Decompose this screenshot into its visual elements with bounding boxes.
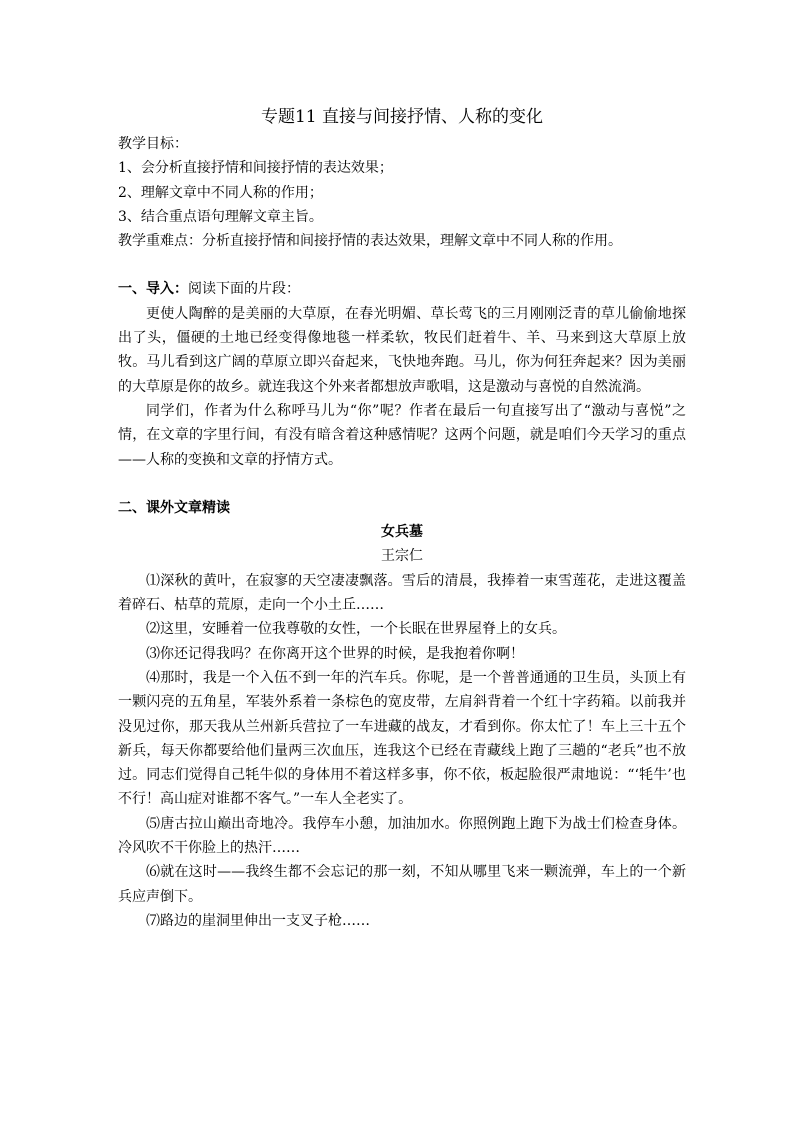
article-paragraph: ⑵这里，安睡着一位我尊敬的女性，一个长眠在世界屋脊上的女兵。	[146, 621, 566, 638]
article-title: 女兵墓	[381, 524, 423, 541]
article-author: 王宗仁	[381, 548, 423, 565]
intro-paragraph: 同学们，作者为什么称呼马儿为“你”呢？作者在最后一句直接写出了“激动与喜悦”之情，在文章的字里行间，有没有暗含着这种感情呢？这两个问题，就是咱们今天学习的重点——人称的变换和文章的抒情方式。	[118, 402, 686, 468]
section-heading-reading: 二、课外文章精读	[118, 499, 230, 516]
spacer	[118, 253, 686, 277]
document-page	[118, 104, 686, 933]
objective-item: 1、会分析直接抒情和间接抒情的表达效果；	[118, 160, 393, 177]
article-paragraph: ⑶你还记得我吗？在你离开这个世界的时候，是我抱着你啊！	[146, 645, 524, 662]
objectives-label: 教学目标：	[118, 136, 188, 152]
objective-item: 2、理解文章中不同人称的作用；	[118, 184, 323, 201]
section-heading-intro	[118, 277, 686, 301]
article-paragraph: ⑷那时，我是一个入伍不到一年的汽车兵。你呢，是一个普普通通的卫生员，头顶上有一颗闪亮的五角星，军装外系着一条棕色的宽皮带，左肩斜背着一个红十字药箱。以前我并没见过你，那天我从兰州新兵营拉了一车进藏的战友，才看到你。你太忙了！车上三十五个新兵，每天你都要给他们量两三次血压，连我这个已经在青藏线上跑了三趟的“老兵”也不放过。同志们觉得自己牦牛似的身体用不着这样多事，你不依，板起脸很严肃地说：“‘牦牛’也不行！高山症对谁都不客气。”一车人全老实了。	[118, 669, 686, 808]
article-paragraph: ⑴深秋的黄叶，在寂寥的天空凄凄飘落。雪后的清晨，我捧着一束雪莲花，走进这覆盖着碎石、枯草的荒原，走向一个小土丘……	[118, 572, 686, 614]
objective-item: 3、结合重点语句理解文章主旨。	[118, 208, 323, 225]
section-heading-intro-rest: 阅读下面的片段：	[188, 281, 300, 298]
key-points: 教学重难点：分析直接抒情和间接抒情的表达效果，理解文章中不同人称的作用。	[118, 233, 622, 250]
section-heading-intro-label: 一、导入：	[118, 281, 188, 298]
spacer	[118, 472, 686, 496]
document-title: 专题11 直接与间接抒情、人称的变化	[260, 107, 544, 127]
article-paragraph: ⑹就在这时——我终生都不会忘记的那一刻，不知从哪里飞来一颗流弹，车上的一个新兵应声倒下。	[118, 864, 686, 905]
intro-paragraph: 更使人陶醉的是美丽的大草原，在春光明媚、草长莺飞的三月刚刚泛青的草儿偷偷地探出了头，僵硬的土地已经变得像地毯一样柔软，牧民们赶着牛、羊、马来到这大草原上放牧。马儿看到这广阔的草原立即兴奋起来，飞快地奔跑。马儿，你为何狂奔起来？因为美丽的大草原是你的故乡。就连我这个外来者都想放声歌唱，这是激动与喜悦的自然流淌。	[118, 305, 686, 395]
article-paragraph: ⑺路边的崖洞里伸出一支叉子枪……	[146, 912, 370, 929]
article-paragraph: ⑸唐古拉山巅出奇地冷。我停车小憩，加油加水。你照例跑上跑下为战士们检查身体。冷风吹不干你脸上的热汗……	[118, 815, 686, 857]
